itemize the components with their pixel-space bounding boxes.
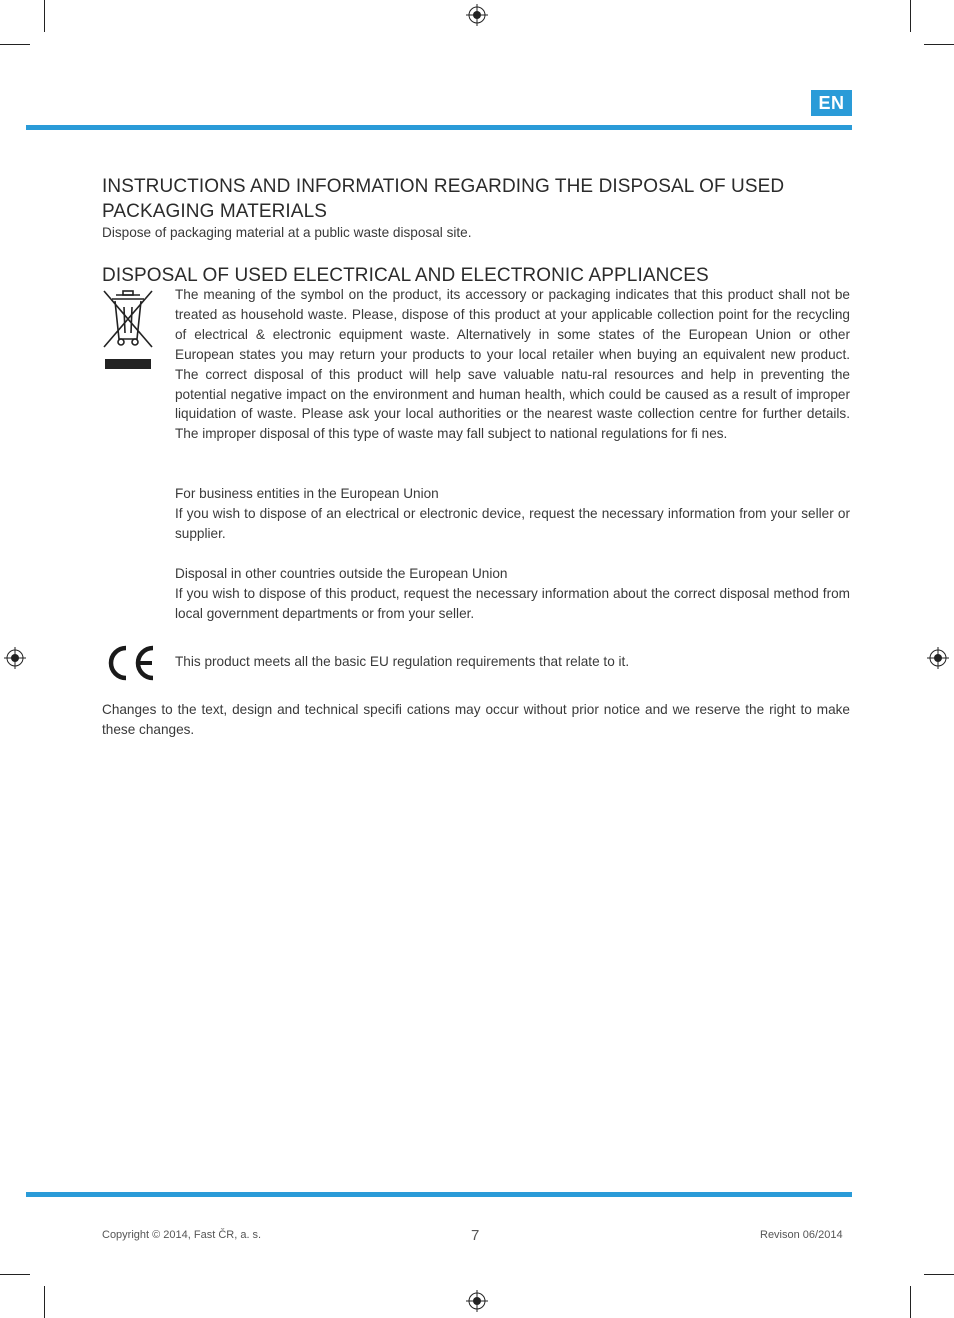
registration-mark-icon: [4, 647, 26, 669]
footer-copyright: Copyright © 2014, Fast ČR, a. s.: [102, 1229, 262, 1241]
footer-page-number: 7: [471, 1227, 480, 1244]
business-subheading: For business entities in the European Union: [175, 486, 439, 501]
registration-mark-icon: [927, 647, 949, 669]
registration-mark-icon: [466, 4, 488, 26]
business-body: If you wish to dispose of an electrical or electronic device, request the necessary information from your seller or supplier.: [175, 506, 850, 541]
crop-mark: [0, 44, 30, 45]
crop-mark: [910, 1286, 911, 1318]
footer-revision: Revison 06/2014: [760, 1229, 843, 1241]
section-packaging-body: Dispose of packaging material at a public waste disposal site.: [102, 225, 472, 240]
crop-mark: [0, 1274, 30, 1275]
footer-rule: [26, 1192, 852, 1197]
ce-statement: This product meets all the basic EU regulation requirements that relate to it.: [175, 654, 630, 669]
ce-mark-icon: [104, 644, 158, 682]
crop-mark: [44, 1286, 45, 1318]
crop-mark: [924, 44, 954, 45]
crop-mark: [910, 0, 911, 32]
crop-mark: [924, 1274, 954, 1275]
language-badge: EN: [811, 90, 852, 116]
outside-eu-body: If you wish to dispose of this product, request the necessary information about the correct disposal method from local government departments or from your seller.: [175, 586, 850, 621]
section-weee-body: The meaning of the symbol on the product, its accessory or packaging indicates that this product shall not be treated as household waste. Please, dispose of this product at your applicable collection point for the recycling of electrical & electronic equipment waste. Alternatively in some states of the European Union or other European states you may return your products to your local retailer when buying an equivalent new product. The correct disposal of this product will help save valuable natu-ral resources and help in preventing the potential negative impact on the environment and human health, which could be caused as a result of improper liquidation of waste. Please ask your local authorities or the nearest waste collection centre for further details. The improper disposal of this type of waste may fall subject to national regulations for fi nes.: [175, 287, 850, 442]
registration-mark-icon: [466, 1290, 488, 1312]
crop-mark: [44, 0, 45, 32]
section-weee-title: DISPOSAL OF USED ELECTRICAL AND ELECTRONIC APPLIANCES: [102, 265, 709, 286]
section-packaging-title: INSTRUCTIONS AND INFORMATION REGARDING THE DISPOSAL OF USED PACKAGING MATERIALS: [102, 176, 785, 222]
changes-notice: Changes to the text, design and technical specifi cations may occur without prior notice and we reserve the right to make these changes.: [102, 702, 850, 737]
header-rule: [26, 125, 852, 130]
outside-eu-subheading: Disposal in other countries outside the European Union: [175, 566, 508, 581]
weee-crossed-bin-icon: [102, 289, 154, 371]
